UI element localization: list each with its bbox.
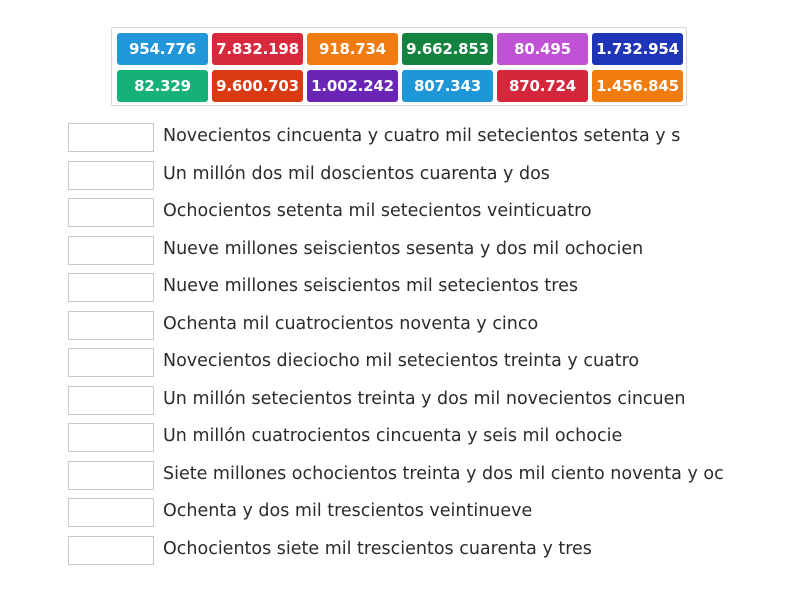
match-row [68, 198, 788, 236]
number-description: Siete millones ochocientos treinta y dos mil ciento noventa y oc [163, 463, 724, 484]
drop-target[interactable] [68, 536, 154, 565]
drop-target[interactable] [68, 423, 154, 452]
drop-target[interactable] [68, 236, 154, 265]
number-description: Ochocientos setenta mil setecientos veinticuatro [163, 201, 592, 221]
match-row [68, 161, 788, 199]
number-description: Ochocientos siete mil trescientos cuarenta y tres [163, 538, 592, 559]
drop-target[interactable] [68, 161, 154, 190]
number-tile[interactable]: 954.776 [117, 33, 208, 65]
match-row [68, 498, 788, 536]
number-tile[interactable]: 7.832.198 [212, 33, 303, 65]
number-description: Un millón setecientos treinta y dos mil novecientos cincuen [163, 388, 686, 409]
drop-target[interactable] [68, 461, 154, 490]
drop-target[interactable] [68, 348, 154, 377]
number-tile[interactable]: 1.456.845 [592, 70, 683, 102]
match-row [68, 236, 788, 274]
number-tile[interactable]: 9.662.853 [402, 33, 493, 65]
number-tile[interactable]: 918.734 [307, 33, 398, 65]
tile-bank [111, 27, 687, 106]
number-description: Nueve millones seiscientos sesenta y dos mil ochocien [163, 238, 644, 259]
number-tile[interactable]: 870.724 [497, 70, 588, 102]
number-tile[interactable]: 807.343 [402, 70, 493, 102]
match-row [68, 423, 788, 461]
match-row [68, 386, 788, 424]
number-tile[interactable]: 1.002.242 [307, 70, 398, 102]
number-description: Ochenta mil cuatrocientos noventa y cinco [163, 313, 539, 334]
drop-target[interactable] [68, 123, 154, 152]
drop-target[interactable] [68, 273, 154, 302]
number-description: Ochenta y dos mil trescientos veintinueve [163, 501, 533, 521]
drop-target[interactable] [68, 198, 154, 227]
match-row [68, 273, 788, 311]
number-tile[interactable]: 82.329 [117, 70, 208, 102]
drop-target[interactable] [68, 311, 154, 340]
number-tile[interactable]: 1.732.954 [592, 33, 683, 65]
match-row [68, 311, 788, 349]
number-description: Un millón dos mil doscientos cuarenta y dos [163, 163, 550, 184]
number-description: Novecientos cincuenta y cuatro mil setecientos setenta y s [163, 126, 681, 146]
number-description: Un millón cuatrocientos cincuenta y seis mil ochocie [163, 426, 623, 446]
number-description: Nueve millones seiscientos mil setecientos tres [163, 276, 578, 296]
number-description: Novecientos dieciocho mil setecientos treinta y cuatro [163, 351, 640, 371]
match-row [68, 123, 788, 161]
number-tile[interactable]: 9.600.703 [212, 70, 303, 102]
match-row [68, 536, 788, 574]
drop-target[interactable] [68, 498, 154, 527]
match-list [68, 123, 788, 573]
match-row [68, 461, 788, 499]
drop-target[interactable] [68, 386, 154, 415]
number-tile[interactable]: 80.495 [497, 33, 588, 65]
match-row [68, 348, 788, 386]
